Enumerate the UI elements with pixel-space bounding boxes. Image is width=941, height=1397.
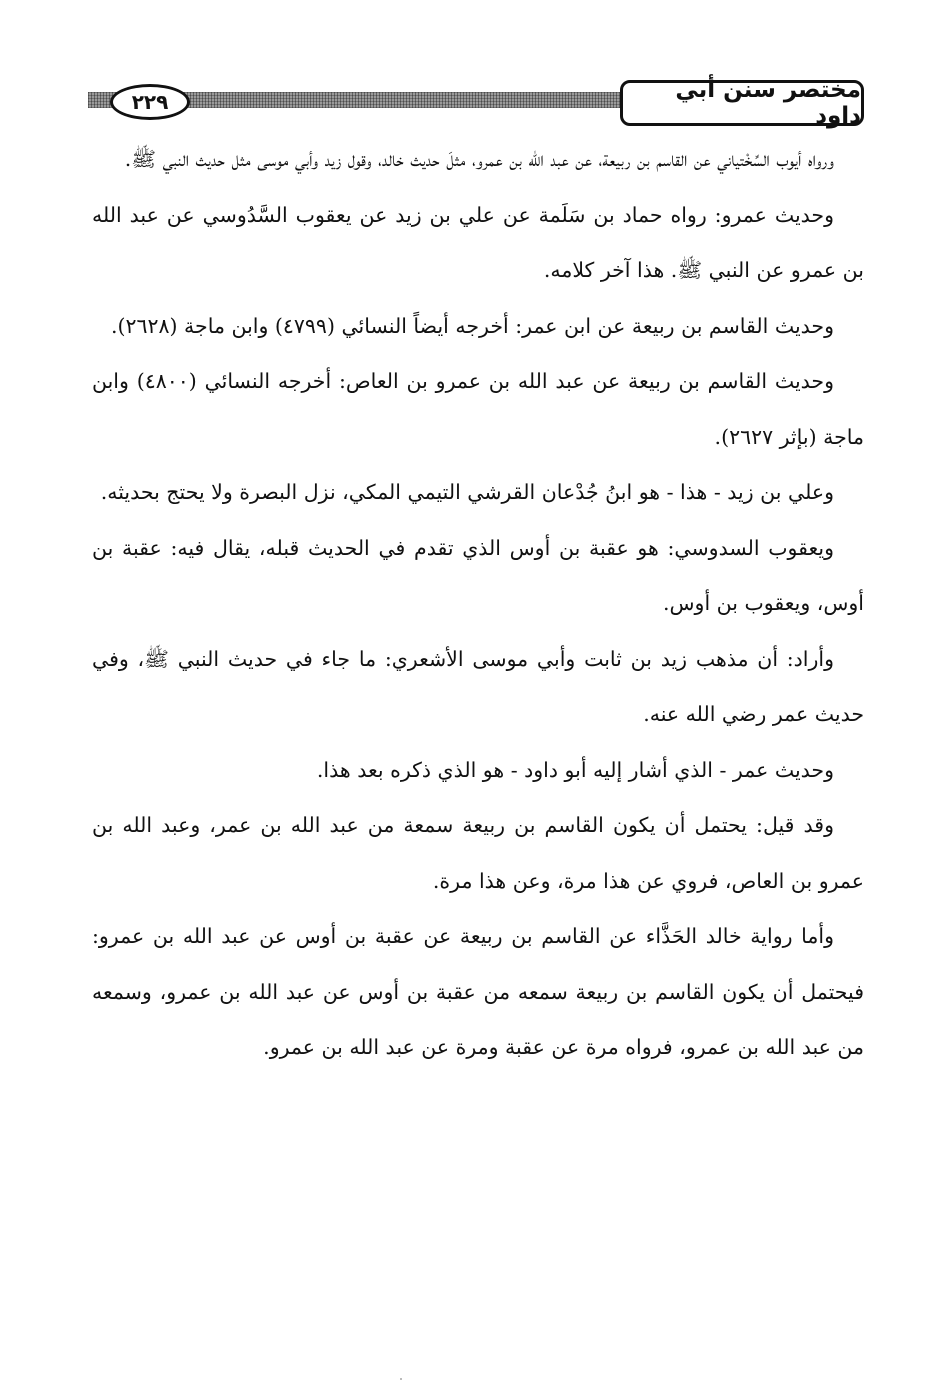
paragraph: وأما رواية خالد الحَذَّاء عن القاسم بن ربيعة عن عقبة بن أوس عن عبد الله بن عمرو: فيحتمل أن يكون القاسم بن ربيعة سمعه من عقبة بن أوس عن عبد الله بن عمرو، وسمعه من عبد الله بن عمرو، فرواه مرة عن عقبة ومرة عن عبد الله بن عمرو. xyxy=(92,924,864,1059)
page-number: ٢٢٩ xyxy=(110,84,190,120)
paragraph: وعلي بن زيد - هذا - هو ابنُ جُدْعان القرشي التيمي المكي، نزل البصرة ولا يحتج بحديثه. xyxy=(100,480,834,504)
paragraph: وحديث عمرو: رواه حماد بن سَلَمة عن علي بن زيد عن يعقوب السَّدُوسي عن عبد الله بن عمرو عن النبي ﷺ. هذا آخر كلامه. xyxy=(92,202,864,282)
paragraph: وحديث عمر - الذي أشار إليه أبو داود - هو الذي ذكره بعد هذا. xyxy=(316,757,834,782)
paragraph: وقد قيل: يحتمل أن يكون القاسم بن ربيعة سمعة من عبد الله بن عمر، وعبد الله بن عمرو بن العاص، فروي عن هذا مرة، وعن هذا مرة. xyxy=(92,813,864,893)
paragraph: وحديث القاسم بن ربيعة عن ابن عمر: أخرجه أيضاً النسائي (٤٧٩٩) وابن ماجة (٢٦٢٨). xyxy=(110,313,834,338)
book-title: مختصر سنن أبي داود xyxy=(620,80,864,126)
paragraph: ويعقوب السدوسي: هو عقبة بن أوس الذي تقدم في الحديث قبله، يقال فيه: عقبة بن أوس، ويعقوب بن أوس. xyxy=(92,535,864,615)
paragraph: وأراد: أن مذهب زيد بن ثابت وأبي موسى الأشعري: ما جاء في حديث النبي ﷺ، وفي حديث عمر رضي الله عنه. xyxy=(92,646,864,726)
text-body xyxy=(92,132,864,1076)
scan-dot xyxy=(400,1378,402,1380)
paragraph: ورواه أيوب السِّخْتياني عن القاسم بن ربيعة، عن عبد الله بن عمرو، مثلَ حديث خالد، وقول زيد وأبي موسى مثل حديث النبي ﷺ. xyxy=(124,147,834,171)
page-header xyxy=(88,77,864,129)
paragraph: وحديث القاسم بن ربيعة عن عبد الله بن عمرو بن العاص: أخرجه النسائي (٤٨٠٠) وابن ماجة (بإثر ٢٦٢٧). xyxy=(92,369,864,449)
